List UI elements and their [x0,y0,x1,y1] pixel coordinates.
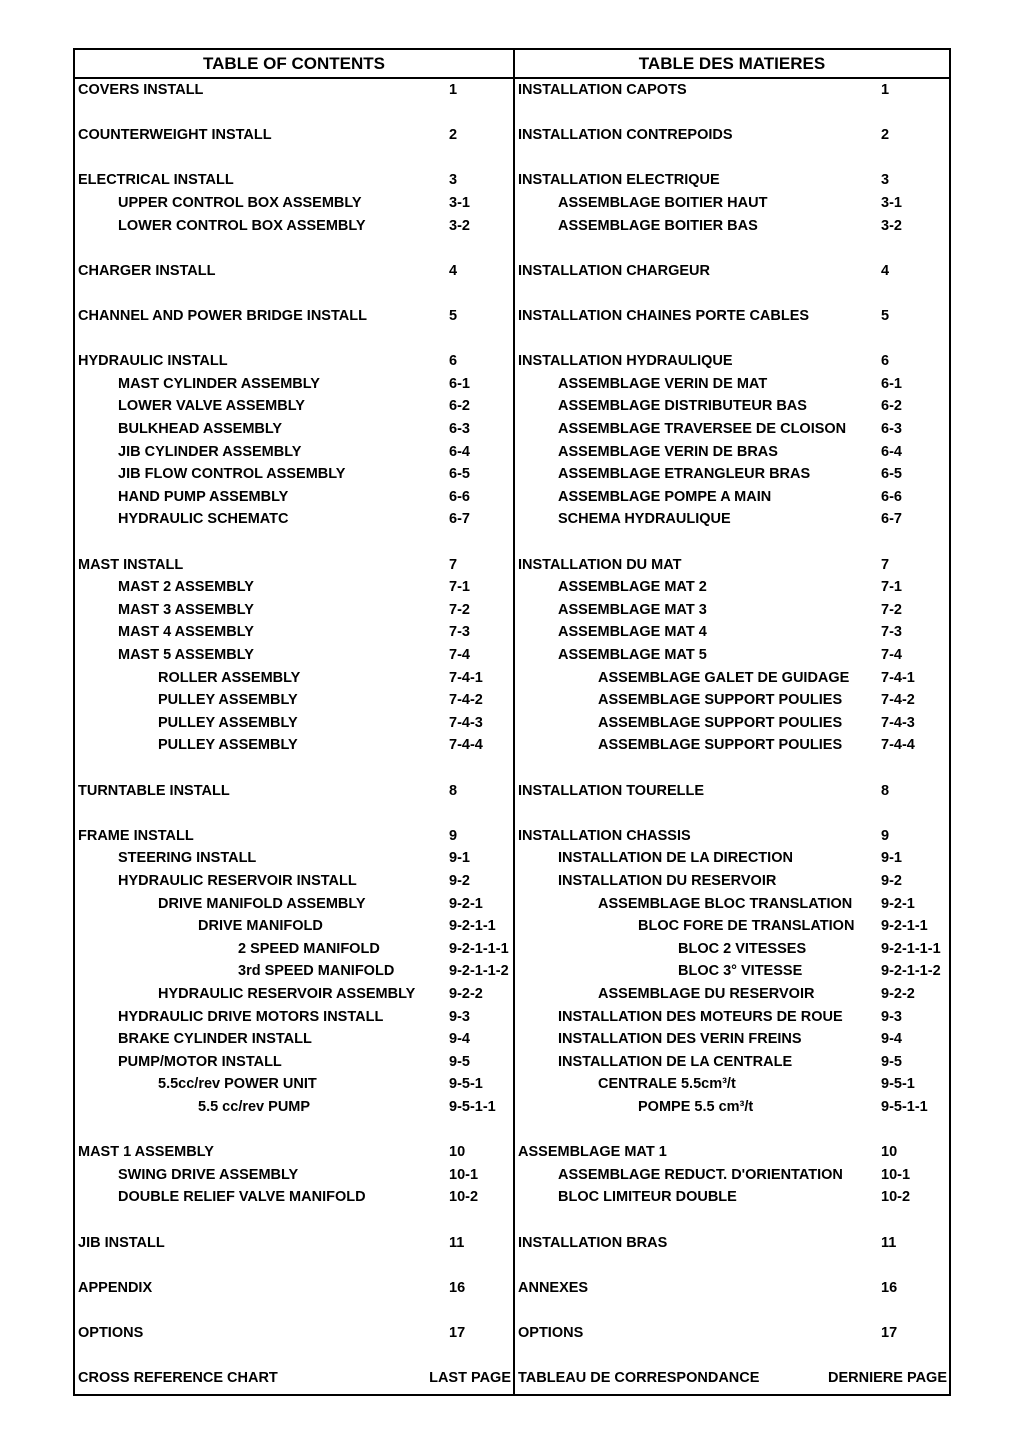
toc-entry-page: 7-1 [881,579,902,596]
toc-entry-page: 9 [881,827,890,844]
toc-entry-page: 3 [881,172,890,189]
toc-entry-page: 6-7 [449,511,470,528]
toc-entry [75,260,513,282]
toc-entry-title: MAST 4 ASSEMBLY [118,624,254,641]
toc-entry-title: HYDRAULIC INSTALL [78,353,228,370]
toc-entry-page: 7 [449,556,458,573]
toc-entry-page: 7-4-1 [881,669,915,686]
toc-entry [515,689,949,711]
toc-entry-page: 2 [449,127,458,144]
toc-entry-page: 9-1 [449,850,470,867]
toc-entry-title: MAST CYLINDER ASSEMBLY [118,375,320,392]
toc-entry-page: 6-7 [881,511,902,528]
toc-entry-page: 7-4-2 [449,692,483,709]
toc-entry [515,780,949,802]
toc-entry-title: 5.5 cc/rev PUMP [198,1099,311,1115]
toc-entry-title: ASSEMBLAGE SUPPORT POULIES [598,692,843,709]
toc-entry [75,305,513,327]
toc-entry-page: 3 [449,172,458,189]
toc-entry-title: SCHEMA HYDRAULIQUE [558,511,731,528]
toc-entry-title: ASSEMBLAGE BLOC TRANSLATION [598,895,853,912]
toc-entry-title: 5.5cc/rev POWER UNIT [158,1076,317,1093]
toc-entry-page: 9-2-1 [881,895,915,912]
toc-entry-title: TURNTABLE INSTALL [78,782,230,799]
toc-entry-title: CENTRALE 5.5cm³/t [598,1076,736,1093]
toc-entry-page: 7-4-1 [449,669,483,686]
toc-entry [75,441,513,463]
toc-entry [75,938,513,960]
toc-entry [515,373,949,395]
toc-entry-page: 17 [449,1325,466,1341]
toc-entry [75,1051,513,1073]
toc-entry-title: HYDRAULIC RESERVOIR INSTALL [118,873,357,889]
toc-entry-title: MAST INSTALL [78,556,184,573]
toc-entry [515,1073,949,1095]
toc-entry-title: ASSEMBLAGE ETRANGLEUR BRAS [558,466,811,483]
toc-entry [515,621,949,643]
toc-entry-page: 9-2 [449,873,470,889]
toc-entry-page: 9-4 [881,1031,902,1048]
toc-entry-title: ASSEMBLAGE VERIN DE BRAS [558,443,778,460]
toc-entry [515,576,949,598]
toc-entry-page: 9-3 [881,1008,902,1025]
toc-entry-page: 9-5-1-1 [881,1099,928,1115]
toc-entry-title: OPTIONS [78,1325,144,1341]
toc-entry-title: MAST 2 ASSEMBLY [118,579,254,596]
toc-entry-title: INSTALLATION DES VERIN FREINS [558,1031,802,1048]
toc-entry [515,847,949,869]
toc-entry [515,395,949,417]
toc-entry-page: 11 [449,1234,465,1251]
toc-entry-title: INSTALLATION CAPOTS [518,82,687,98]
table-of-contents [73,48,951,1396]
toc-entry-page: 7-4 [881,647,902,663]
toc-entry [75,1096,513,1118]
toc-entry-title: ASSEMBLAGE SUPPORT POULIES [598,714,843,731]
toc-entry-title: ASSEMBLAGE TRAVERSEE DE CLOISON [558,421,847,437]
toc-entry [515,418,949,440]
toc-entry [515,712,949,734]
toc-entry-title: CHARGER INSTALL [78,262,216,279]
toc-entry-title: COVERS INSTALL [78,82,204,98]
toc-entry [515,1096,949,1118]
toc-entry [515,1322,949,1344]
toc-entry-title: UPPER CONTROL BOX ASSEMBLY [118,195,362,211]
toc-entry [75,124,513,146]
toc-entry-page: 4 [449,262,458,279]
toc-entry-page: 10-2 [449,1189,479,1206]
toc-entry [515,983,949,1005]
toc-entry-title: ASSEMBLAGE MAT 2 [558,579,707,596]
toc-entry [515,124,949,146]
toc-entry [515,215,949,237]
toc-entry-title: ASSEMBLAGE BOITIER HAUT [558,195,768,211]
toc-entry [75,350,513,372]
toc-entry-title: ASSEMBLAGE DISTRIBUTEUR BAS [558,398,807,415]
toc-entry-page: 16 [449,1279,466,1296]
toc-entry-page: 6-1 [449,375,470,392]
toc-entry [515,1141,949,1163]
toc-entry-title: DRIVE MANIFOLD ASSEMBLY [158,895,366,912]
toc-entry-page: 7-4-2 [881,692,915,709]
toc-entry-title: MAST 5 ASSEMBLY [118,647,254,663]
toc-entry [75,1073,513,1095]
toc-entry-page: 9-1 [881,850,902,867]
toc-entry-page: 6-5 [449,466,470,483]
toc-entry-title: LOWER VALVE ASSEMBLY [118,398,305,415]
toc-entry-title: INSTALLATION DES MOTEURS DE ROUE [558,1008,843,1025]
toc-entry-title: BLOC 2 VITESSES [678,940,807,957]
toc-entry-title: 2 SPEED MANIFOLD [238,940,380,957]
toc-entry [515,1186,949,1208]
toc-entry-title: HYDRAULIC SCHEMATC [118,511,289,528]
toc-entry-page: 9-5-1-1 [449,1099,496,1115]
toc-entry-title: BULKHEAD ASSEMBLY [118,421,283,437]
toc-entry [75,847,513,869]
toc-entry-page: 3-2 [881,217,902,234]
toc-entry-title: HYDRAULIC RESERVOIR ASSEMBLY [158,986,416,1002]
toc-entry-page: 7-1 [449,579,470,596]
toc-entry [515,441,949,463]
toc-entry-title: FRAME INSTALL [78,827,194,844]
toc-entry [515,508,949,530]
toc-entry-title: ASSEMBLAGE GALET DE GUIDAGE [598,669,850,686]
toc-entry [75,621,513,643]
toc-entry-title: BRAKE CYLINDER INSTALL [118,1031,312,1048]
toc-entry [515,734,949,756]
toc-entry [75,870,513,892]
toc-entry-page: 16 [881,1279,898,1296]
toc-entry-title: APPENDIX [78,1279,153,1296]
toc-entry-title: POMPE 5.5 cm³/t [638,1099,754,1115]
toc-entry-page: 11 [881,1234,897,1251]
toc-entry-title: HAND PUMP ASSEMBLY [118,488,289,505]
toc-entry-title: INSTALLATION CONTREPOIDS [518,127,733,144]
toc-entry [75,1164,513,1186]
toc-entry-title: PUMP/MOTOR INSTALL [118,1053,282,1070]
toc-header-english: TABLE OF CONTENTS [75,50,513,79]
toc-entry-page: 10 [881,1144,898,1161]
toc-entry [75,780,513,802]
toc-entry-page: 6-3 [881,421,902,437]
toc-entry-title: INSTALLATION BRAS [518,1234,668,1251]
toc-entry [515,305,949,327]
toc-entry-title: ASSEMBLAGE SUPPORT POULIES [598,737,843,754]
toc-entry-page: 6-3 [449,421,470,437]
toc-entry-title: PULLEY ASSEMBLY [158,737,298,754]
toc-entry-page: 9-2-1-1-2 [449,963,509,980]
toc-column-french [515,50,949,1394]
toc-entry-page: 7-4-4 [881,737,915,754]
toc-entry-title: STEERING INSTALL [118,850,257,867]
toc-entry [75,983,513,1005]
toc-entry [515,350,949,372]
toc-entry [75,508,513,530]
toc-entry-title: CHANNEL AND POWER BRIDGE INSTALL [78,308,367,324]
toc-entry [515,825,949,847]
toc-entry [75,599,513,621]
toc-entry [515,1164,949,1186]
toc-entry-title: INSTALLATION CHARGEUR [518,262,710,279]
toc-entry [515,1006,949,1028]
toc-entry [515,1051,949,1073]
toc-entry-page: 6 [449,353,458,370]
toc-entry-page: LAST PAGE [429,1370,511,1387]
toc-entry-page: 7-4-3 [449,714,483,731]
toc-entry [75,395,513,417]
toc-entry [515,644,949,666]
toc-entry-page: 7-3 [449,624,470,641]
toc-entry-title: MAST 1 ASSEMBLY [78,1144,214,1161]
toc-entry-title: JIB CYLINDER ASSEMBLY [118,443,302,460]
toc-entry-title: ROLLER ASSEMBLY [158,669,301,686]
toc-entry-page: 9-2-1 [449,895,483,912]
toc-entry [75,1028,513,1050]
toc-entry-title: ASSEMBLAGE MAT 4 [558,624,707,641]
toc-entry-title: INSTALLATION ELECTRIQUE [518,172,720,189]
toc-entry-page: 9-5 [881,1053,902,1070]
toc-entry [515,1277,949,1299]
toc-entry-page: 4 [881,262,890,279]
toc-entry [515,463,949,485]
toc-entry [75,734,513,756]
toc-entry-page: 9-5-1 [449,1076,483,1093]
toc-entry-page: 9-2-2 [449,986,483,1002]
toc-entry-title: ASSEMBLAGE MAT 3 [558,601,707,618]
toc-entry-page: 9-2 [881,873,902,889]
toc-entry-page: 6-2 [449,398,470,415]
toc-entry [75,554,513,576]
toc-entry-page: 8 [881,782,890,799]
toc-entry-title: INSTALLATION CHASSIS [518,827,691,844]
toc-entry [515,915,949,937]
toc-entry-title: TABLEAU DE CORRESPONDANCE [518,1370,760,1387]
toc-entry [75,825,513,847]
toc-entry-title: INSTALLATION TOURELLE [518,782,705,799]
toc-entry [75,486,513,508]
toc-entry-title: JIB FLOW CONTROL ASSEMBLY [118,466,346,483]
toc-entry-title: ANNEXES [518,1279,589,1296]
toc-entry-title: ASSEMBLAGE VERIN DE MAT [558,375,768,392]
toc-entry-title: ASSEMBLAGE REDUCT. D'ORIENTATION [558,1166,843,1183]
toc-entry-title: PULLEY ASSEMBLY [158,714,298,731]
toc-entry [515,1232,949,1254]
toc-entry-page: 7-2 [881,601,902,618]
toc-entry-title: ASSEMBLAGE DU RESERVOIR [598,986,815,1002]
toc-entry-page: 17 [881,1325,898,1341]
toc-entry-title: CROSS REFERENCE CHART [78,1370,278,1387]
toc-entry [75,79,513,101]
toc-entry-page: 9 [449,827,458,844]
toc-entry-title: INSTALLATION DU MAT [518,556,682,573]
toc-entry [515,260,949,282]
toc-entry [515,938,949,960]
toc-entry-title: INSTALLATION DE LA DIRECTION [558,850,793,867]
toc-entry-title: BLOC FORE DE TRANSLATION [638,918,855,935]
toc-entry [75,1006,513,1028]
toc-entry-page: 6-6 [449,488,470,505]
toc-entry-page: 7-4-4 [449,737,483,754]
toc-entry-page: 9-5-1 [881,1076,915,1093]
toc-entry-title: SWING DRIVE ASSEMBLY [118,1166,299,1183]
toc-entry-page: 9-5 [449,1053,470,1070]
toc-entry [515,79,949,101]
toc-entry-title: LOWER CONTROL BOX ASSEMBLY [118,217,366,234]
toc-entry-page: 10-1 [881,1166,911,1183]
toc-entry-page: 5 [449,308,458,324]
toc-entry-page: 9-2-1-1 [449,918,496,935]
toc-entry-page: 9-2-1-1-1 [449,940,509,957]
toc-entry-page: 3-1 [449,195,470,211]
toc-entry [515,870,949,892]
toc-entry [75,893,513,915]
toc-entry [75,463,513,485]
toc-entry-title: MAST 3 ASSEMBLY [118,601,254,618]
toc-entry [75,1322,513,1344]
toc-entry-title: JIB INSTALL [78,1234,165,1251]
toc-entry-page: 10 [449,1144,466,1161]
toc-entry-page: 9-3 [449,1008,470,1025]
toc-entry [75,169,513,191]
toc-entry-page: 3-2 [449,217,470,234]
toc-entry [75,1367,513,1389]
toc-entry-page: 6-4 [881,443,902,460]
toc-entry-page: 9-2-2 [881,986,915,1002]
toc-entry-page: 6-4 [449,443,470,460]
toc-entry-title: INSTALLATION CHAINES PORTE CABLES [518,308,810,324]
toc-entry-title: BLOC LIMITEUR DOUBLE [558,1189,737,1206]
toc-entry-title: INSTALLATION DE LA CENTRALE [558,1053,793,1070]
toc-entry-page: 6 [881,353,890,370]
toc-entry-page: 3-1 [881,195,902,211]
toc-entry-page: 7-4 [449,647,470,663]
toc-entry-title: COUNTERWEIGHT INSTALL [78,127,272,144]
toc-entry-page: 6-6 [881,488,902,505]
toc-entry-page: 1 [449,82,458,98]
toc-entry-page: 9-2-1-1-1 [881,940,941,957]
toc-entry [515,667,949,689]
toc-entry-page: 7-3 [881,624,902,641]
toc-entry [75,576,513,598]
toc-entry-page: 5 [881,308,890,324]
toc-entry-title: ASSEMBLAGE MAT 1 [518,1144,667,1161]
toc-entry-page: 10-1 [449,1166,479,1183]
toc-entry [515,192,949,214]
toc-entry [75,960,513,982]
toc-entry-page: 6-1 [881,375,902,392]
toc-entry [75,373,513,395]
toc-entry [515,486,949,508]
toc-entry [75,689,513,711]
toc-header-french: TABLE DES MATIERES [515,50,949,79]
toc-entry-page: 9-2-1-1 [881,918,928,935]
toc-entry-title: DRIVE MANIFOLD [198,918,323,935]
toc-entry [75,1277,513,1299]
toc-entry [75,644,513,666]
toc-entry [515,960,949,982]
toc-entry-title: ASSEMBLAGE BOITIER BAS [558,217,758,234]
toc-entry [75,1141,513,1163]
toc-entry [515,1028,949,1050]
toc-entry-title: PULLEY ASSEMBLY [158,692,298,709]
toc-column-english [75,50,515,1394]
toc-entry-page: 6-5 [881,466,902,483]
toc-entry-page: 7-2 [449,601,470,618]
toc-entry-title: ASSEMBLAGE MAT 5 [558,647,707,663]
toc-entry-title: ASSEMBLAGE POMPE A MAIN [558,488,772,505]
toc-entry-title: HYDRAULIC DRIVE MOTORS INSTALL [118,1008,384,1025]
toc-entry-title: 3rd SPEED MANIFOLD [238,963,395,980]
toc-entry [515,893,949,915]
toc-entry-title: OPTIONS [518,1325,584,1341]
toc-entry-title: DOUBLE RELIEF VALVE MANIFOLD [118,1189,366,1206]
toc-entry-page: 1 [881,82,890,98]
toc-entry-title: BLOC 3° VITESSE [678,963,803,980]
toc-entry-page: 7-4-3 [881,714,915,731]
toc-entry [75,1186,513,1208]
toc-entry [75,667,513,689]
toc-entry-page: 2 [881,127,890,144]
toc-entry [75,192,513,214]
toc-entry-title: INSTALLATION DU RESERVOIR [558,873,777,889]
toc-entry [75,418,513,440]
toc-entry-title: INSTALLATION HYDRAULIQUE [518,353,733,370]
toc-entry-page: 6-2 [881,398,902,415]
toc-entry-title: ELECTRICAL INSTALL [78,172,234,189]
toc-entry-page: 10-2 [881,1189,911,1206]
toc-entry [515,599,949,621]
toc-entry-page: 9-2-1-1-2 [881,963,941,980]
toc-entry-page: 7 [881,556,890,573]
toc-entry [515,169,949,191]
toc-entry [515,554,949,576]
toc-entry-page: 9-4 [449,1031,470,1048]
toc-entry-page: 8 [449,782,458,799]
toc-entry [75,915,513,937]
toc-entry [75,712,513,734]
toc-entry [515,1367,949,1389]
toc-entry-page: DERNIERE PAGE [828,1370,947,1387]
toc-entry [75,215,513,237]
toc-entry [75,1232,513,1254]
